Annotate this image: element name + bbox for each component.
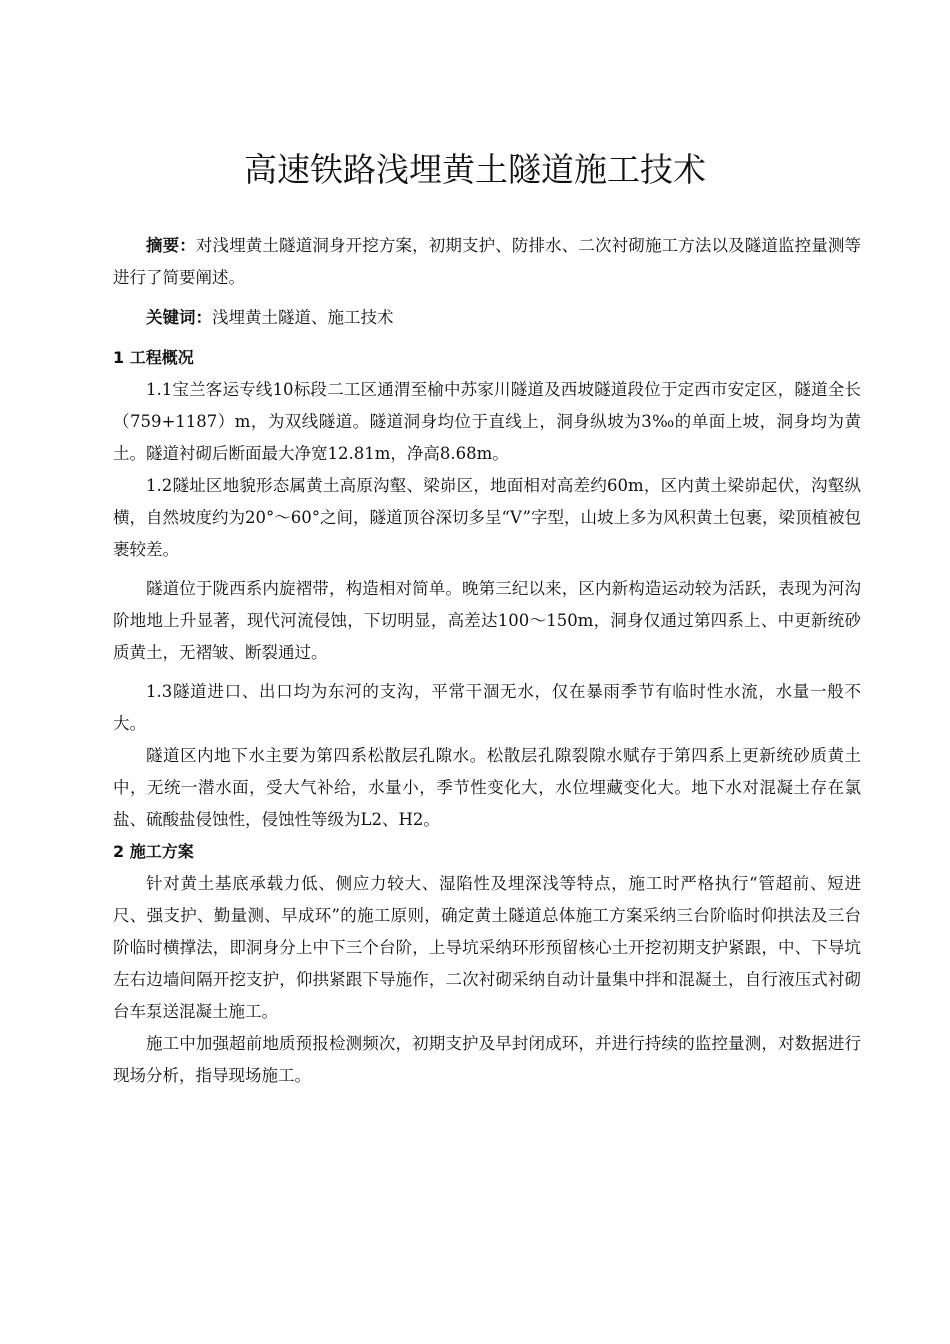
keywords-paragraph bbox=[113, 302, 861, 334]
document-title: 高速铁路浅埋黄土隧道施工技术 bbox=[244, 150, 706, 189]
body-paragraph: 1.1宝兰客运专线10标段二工区通渭至榆中苏家川隧道及西坡隧道段位于定西市安定区，隧道全长（759+1187）m，为双线隧道。隧道洞身均位于直线上，洞身纵坡为3‰的单面上坡，洞身均为黄土。隧道衬砌后断面最大净宽12.81m，净高8.68m。 bbox=[113, 380, 861, 463]
body-paragraph: 1.2隧址区地貌形态属黄土高原沟壑、梁峁区，地面相对高差约60m，区内黄土梁峁起伏，沟壑纵横，自然坡度约为20°～60°之间，隧道顶谷深切多呈“V”字型，山坡上多为风积黄土包裹，梁顶植被包裹较差。 bbox=[113, 476, 861, 559]
body-paragraph: 隧道位于陇西系内旋褶带，构造相对简单。晚第三纪以来，区内新构造运动较为活跃，表现为河沟阶地地上升显著，现代河流侵蚀，下切明显，高差达100～150m，洞身仅通过第四系上、中更新统砂质黄土，无褶皱、断裂通过。 bbox=[113, 579, 861, 662]
abstract-paragraph bbox=[113, 230, 861, 294]
body-paragraph: 隧道区内地下水主要为第四系松散层孔隙水。松散层孔隙裂隙水赋存于第四系上更新统砂质黄土中，无统一潜水面，受大气补给，水量小，季节性变化大，水位埋藏变化大。地下水对混凝土存在氯盐、硫酸盐侵蚀性，侵蚀性等级为L2、H2。 bbox=[113, 746, 861, 829]
section-heading-overview: 1 工程概况 bbox=[113, 348, 194, 367]
body-paragraph: 1.3隧道进口、出口均为东河的支沟，平常干涸无水，仅在暴雨季节有临时性水流，水量一般不大。 bbox=[113, 682, 861, 733]
body-paragraph: 施工中加强超前地质预报检测频次，初期支护及早封闭成环，并进行持续的监控量测，对数据进行现场分析，指导现场施工。 bbox=[113, 1034, 861, 1085]
keywords-text: 浅埋黄土隧道、施工技术 bbox=[212, 308, 394, 327]
body-paragraph: 针对黄土基底承载力低、侧应力较大、湿陷性及埋深浅等特点，施工时严格执行“管超前、短进尺、强支护、勤量测、早成环”的施工原则，确定黄土隧道总体施工方案采纳三台阶临时仰拱法及三台阶临时横撑法，即洞身分上中下三个台阶，上导坑采纳环形预留核心土开挖初期支护紧跟，中、下导坑左右边墙间隔开挖支护，仰拱紧跟下导施作，二次衬砌采纳自动计量集中拌和混凝土，自行液压式衬砌台车泵送混凝土施工。 bbox=[113, 874, 861, 1021]
section-heading-construction-plan: 2 施工方案 bbox=[113, 842, 194, 861]
abstract-text: 对浅埋黄土隧道洞身开挖方案，初期支护、防排水、二次衬砌施工方法以及隧道监控量测等进行了简要阐述。 bbox=[113, 236, 862, 287]
keywords-label: 关键词： bbox=[146, 308, 212, 327]
abstract-label: 摘要： bbox=[146, 236, 196, 255]
document-body bbox=[113, 230, 861, 1092]
